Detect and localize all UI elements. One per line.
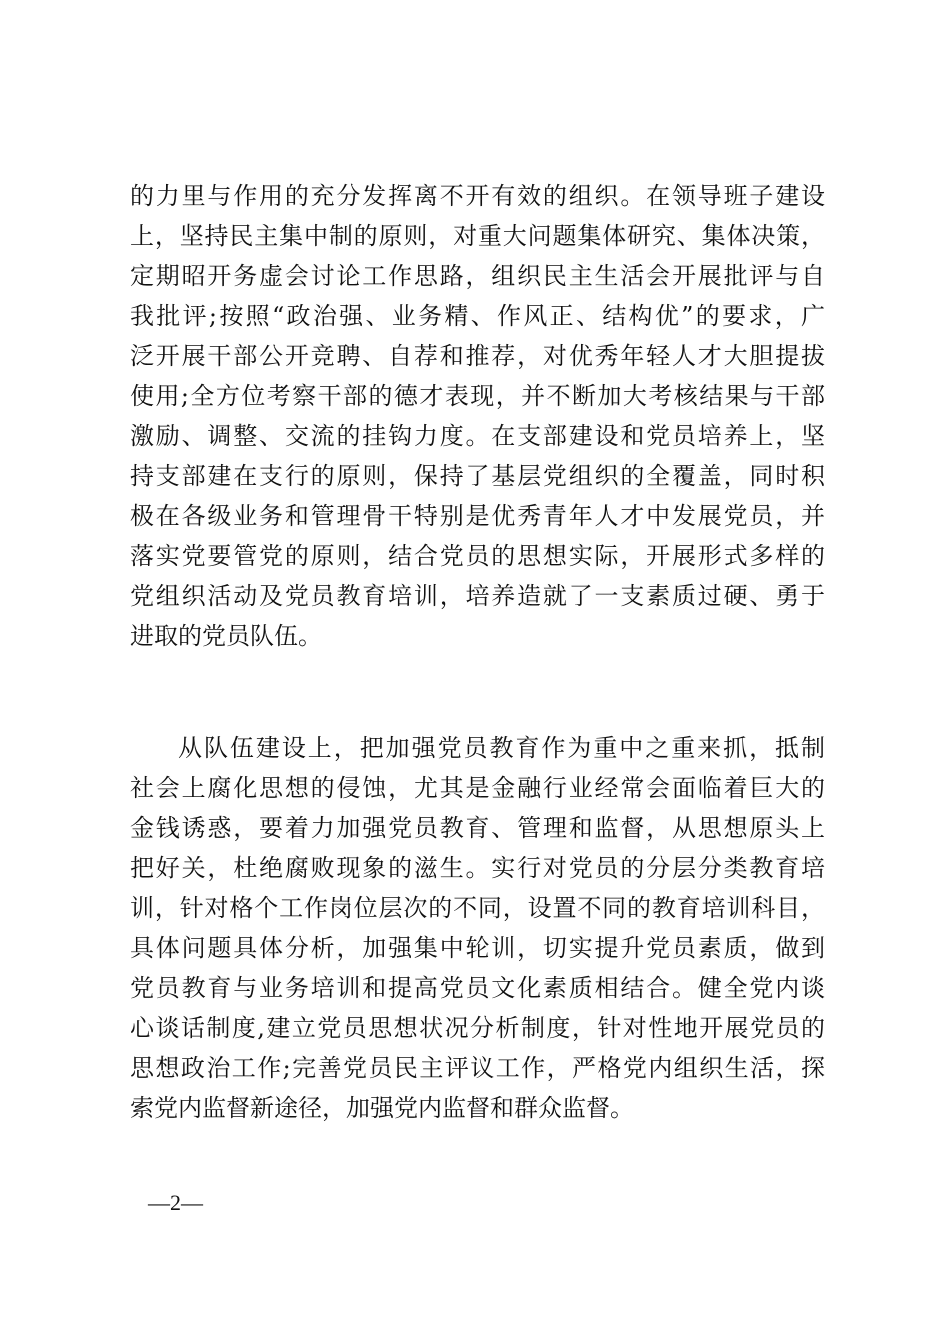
paragraph-line: 社会上腐化思想的侵蚀，尤其是金融行业经常会面临着巨大的 bbox=[130, 774, 825, 802]
paragraph-line: 上，坚持民主集中制的原则，对重大问题集体研究、集体决策， bbox=[130, 222, 825, 250]
paragraph-line: 从队伍建设上，把加强党员教育作为重中之重来抓，抵制 bbox=[178, 734, 825, 762]
paragraph-line: 索党内监督新途径，加强党内监督和群众监督。 bbox=[130, 1094, 634, 1122]
paragraph-2 bbox=[130, 728, 825, 1128]
paragraph-1 bbox=[130, 176, 825, 656]
paragraph-line: 具体问题具体分析，加强集中轮训，切实提升党员素质，做到 bbox=[130, 934, 825, 962]
paragraph-line: 金钱诱惑，要着力加强党员教育、管理和监督，从思想原头上 bbox=[130, 814, 825, 842]
paragraph-line: 极在各级业务和管理骨干特别是优秀青年人才中发展党员，并 bbox=[130, 502, 825, 530]
paragraph-line: 的力里与作用的充分发挥离不开有效的组织。在领导班子建设 bbox=[130, 182, 825, 210]
paragraph-line: 把好关，杜绝腐败现象的滋生。实行对党员的分层分类教育培 bbox=[130, 854, 825, 882]
page-number: —2— bbox=[148, 1190, 203, 1215]
paragraph-line: 落实党要管党的原则，结合党员的思想实际，开展形式多样的 bbox=[130, 542, 825, 570]
paragraph-line: 定期昭开务虚会讨论工作思路，组织民主生活会开展批评与自 bbox=[130, 262, 825, 290]
paragraph-line: 党组织活动及党员教育培训，培养造就了一支素质过硬、勇于 bbox=[130, 582, 825, 610]
paragraph-line: 使用;全方位考察干部的德才表现，并不断加大考核结果与干部 bbox=[130, 382, 825, 410]
paragraph-line: 进取的党员队伍。 bbox=[130, 622, 322, 650]
paragraph-line: 思想政治工作;完善党员民主评议工作，严格党内组织生活，探 bbox=[130, 1054, 825, 1082]
paragraph-line: 训，针对格个工作岗位层次的不同，设置不同的教育培训科目， bbox=[130, 894, 825, 922]
paragraph-line: 激励、调整、交流的挂钩力度。在支部建设和党员培养上，坚 bbox=[130, 422, 825, 450]
paragraph-line: 泛开展干部公开竞聘、自荐和推荐，对优秀年轻人才大胆提拔 bbox=[130, 342, 825, 370]
paragraph-line: 党员教育与业务培训和提高党员文化素质相结合。健全党内谈 bbox=[130, 974, 825, 1002]
paragraph-line: 持支部建在支行的原则，保持了基层党组织的全覆盖，同时积 bbox=[130, 462, 825, 490]
paragraph-line: 我批评;按照“政治强、业务精、作风正、结构优”的要求，广 bbox=[130, 302, 825, 330]
paragraph-line: 心谈话制度,建立党员思想状况分析制度，针对性地开展党员的 bbox=[130, 1014, 825, 1042]
